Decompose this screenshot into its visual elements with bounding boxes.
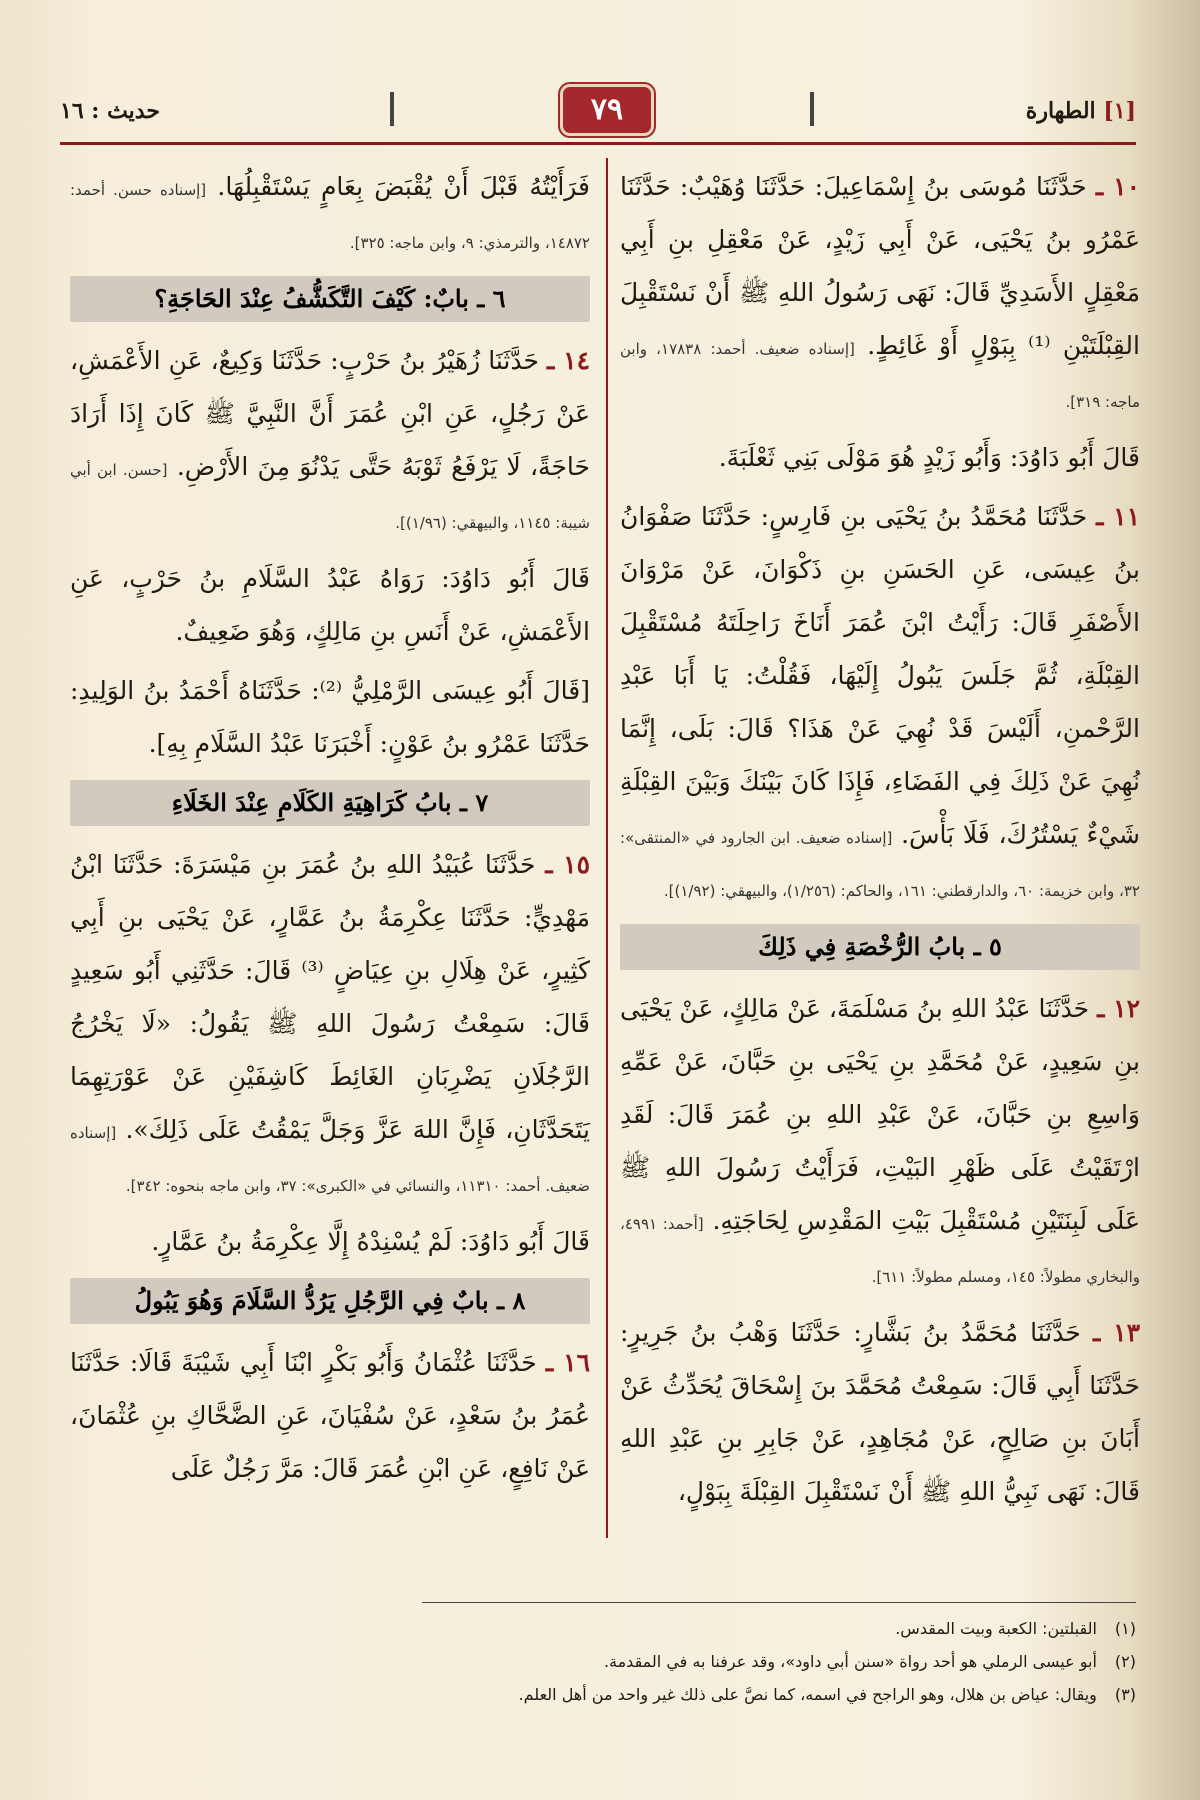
hadith-15 <box>70 838 590 1209</box>
hadith-number: ١٠ ـ <box>1095 172 1140 201</box>
footnote-item <box>376 1678 1136 1711</box>
hadith-text: حَدَّثَنَا عُثْمَانُ وَأَبُو بَكْرٍ ابْنَا أَبِي شَيْبَةَ قَالَا: حَدَّثَنَا عُمَرُ بنُ سَعْدٍ، عَنْ سُفْيَانَ، عَنِ الضَّحَّاكِ بنِ عُثْمَانَ، عَنْ نَافِعٍ، عَنِ ابْنِ عُمَرَ قَالَ: مَرَّ رَجُلٌ عَلَى <box>70 1348 590 1483</box>
hadith-12 <box>620 982 1140 1300</box>
footnote-number: (٣) <box>1114 1685 1136 1704</box>
hadith-reference: [أحمد: ٤٩٩١، والبخاري مطولاً: ١٤٥، ومسلم مطولاً: ٦١١]. <box>620 1215 1140 1286</box>
hadith-text: حَدَّثَنَا عَبْدُ اللهِ بنُ مَسْلَمَةَ، عَنْ مَالِكٍ، عَنْ يَحْيَى بنِ سَعِيدٍ، عَنْ مُحَمَّدِ بنِ يَحْيَى بنِ حَبَّانَ، عَنْ عَمِّهِ وَاسِعِ بنِ حَبَّانَ، عَنْ عَبْدِ اللهِ بنِ عُمَرَ قَالَ: لَقَدِ ارْتَقَيْتُ عَلَى ظَهْرِ البَيْتِ، فَرَأَيْتُ رَسُولَ اللهِ ﷺ عَلَى لَبِنَتَيْنِ مُسْتَقْبِلَ بَيْتِ المَقْدِسِ لِحَاجَتِهِ. <box>620 994 1140 1235</box>
abu-dawud-note: قَالَ أَبُو دَاوُدَ: رَوَاهُ عَبْدُ السَّلَامِ بنُ حَرْبٍ، عَنِ الأَعْمَشِ، عَنْ أَنَسِ بنِ مَالِكٍ، وَهُوَ ضَعِيفٌ. <box>70 564 590 646</box>
footnote-item <box>376 1645 1136 1678</box>
hadith-reference: [إسناده ضعيف. أحمد: ١١٣١٠، والنسائي في «الكبرى»: ٣٧، وابن ماجه بنحوه: ٣٤٢]. <box>70 1124 590 1195</box>
chapter-heading-bab-7: ٧ ـ بابُ كَرَاهِيَةِ الكَلَامِ عِنْدَ الخَلَاءِ <box>70 780 590 826</box>
footnote-text: القبلتين: الكعبة وبيت المقدس. <box>895 1619 1097 1638</box>
hadith-range-label: حديث : ١٦ <box>60 98 160 124</box>
footnote-number: (١) <box>1114 1619 1136 1638</box>
chapter-number: [١] <box>1103 98 1136 124</box>
hadith-number: ١٣ ـ <box>1092 1318 1141 1347</box>
header-divider-left <box>390 92 394 126</box>
hadith-11 <box>620 490 1140 914</box>
footnote-number: (٢) <box>1114 1652 1136 1671</box>
hadith-number: ١٢ ـ <box>1097 994 1140 1023</box>
hadith-text: حَدَّثَنَا مُحَمَّدُ بنُ بَشَّارٍ: حَدَّثَنَا وَهْبُ بنُ جَرِيرٍ: حَدَّثَنَا أَبِي قَالَ: سَمِعْتُ مُحَمَّدَ بنَ إِسْحَاقَ يُحَدِّثُ عَنْ أَبَانَ بنِ صَالِحٍ، عَنْ مُجَاهِدٍ، عَنْ جَابِرِ بنِ عَبْدِ اللهِ قَالَ: نَهَى نَبِيُّ اللهِ ﷺ أَنْ نَسْتَقْبِلَ القِبْلَةَ بِبَوْلٍ، <box>620 1318 1140 1506</box>
hadith-text: حَدَّثَنَا مُحَمَّدُ بنُ يَحْيَى بنِ فَارِسٍ: حَدَّثَنَا صَفْوَانُ بنُ عِيسَى، عَنِ الحَسَنِ بنِ ذَكْوَانَ، عَنْ مَرْوَانَ الأَصْفَرِ قَالَ: رَأَيْتُ ابْنَ عُمَرَ أَنَاخَ رَاحِلَتَهُ مُسْتَقْبِلَ القِبْلَةِ، ثُمَّ جَلَسَ يَبُولُ إِلَيْهَا، فَقُلْتُ: يَا أَبَا عَبْدِ الرَّحْمنِ، أَلَيْسَ قَدْ نُهِيَ عَنْ هَذَا؟ قَالَ: بَلَى، إِنَّمَا نُهِيَ عَنْ ذَلِكَ فِي الفَضَاءِ، فَإِذَا كَانَ بَيْنَكَ وَبَيْنَ القِبْلَةِ شَيْءٌ يَسْتُرُكَ، فَلَا بَأْسَ. <box>620 502 1140 849</box>
header-rule <box>60 142 1136 145</box>
hadith-reference: [إسناده ضعيف. ابن الجارود في «المنتقى»: ٣٢، وابن خزيمة: ٦٠، والدارقطني: ١٦١، والحاكم: (١/٢٥٦)، والبيهقي: (١/٩٢)]. <box>620 829 1140 900</box>
hadith-reference: [إسناده ضعيف. أحمد: ١٧٨٣٨، وابن ماجه: ٣١٩]. <box>620 340 1140 411</box>
right-column <box>620 160 1140 1524</box>
footnote-rule <box>422 1602 1136 1603</box>
hadith-text: حَدَّثَنَا زُهَيْرُ بنُ حَرْبٍ: حَدَّثَنَا وَكِيعٌ، عَنِ الأَعْمَشِ، عَنْ رَجُلٍ، عَنِ ابْنِ عُمَرَ أَنَّ النَّبِيَّ ﷺ كَانَ إِذَا أَرَادَ حَاجَةً، لَا يَرْفَعُ ثَوْبَهُ حَتَّى يَدْنُوَ مِنَ الأَرْضِ. <box>70 346 590 481</box>
footnote-item <box>376 1612 1136 1645</box>
abu-dawud-note: قَالَ أَبُو دَاوُدَ: وَأَبُو زَيْدٍ هُوَ مَوْلَى بَنِي ثَعْلَبَةَ. <box>718 443 1140 472</box>
chapter-title: الطهارة <box>1025 98 1096 124</box>
hadith-number: ١٤ ـ <box>547 346 590 375</box>
abu-dawud-note: قَالَ أَبُو دَاوُدَ: لَمْ يُسْنِدْهُ إِلَّا عِكْرِمَةُ بنُ عَمَّارٍ. <box>151 1227 590 1256</box>
ramli-note: [قَالَ أَبُو عِيسَى الرَّمْلِيُّ ⁽²⁾: حَدَّثَنَاهُ أَحْمَدُ بنُ الوَلِيدِ: حَدَّثَنَا عَمْرُو بنُ عَوْنٍ: أَخْبَرَنَا عَبْدُ السَّلَامِ بِهِ]. <box>70 676 590 758</box>
footnote-text: ويقال: عياض بن هلال، وهو الراجح في اسمه، كما نصَّ على ذلك غير واحد من أهل العلم. <box>518 1685 1097 1704</box>
hadith-number: ١١ ـ <box>1096 502 1140 531</box>
hadith-13-continuation <box>70 160 590 266</box>
hadith-reference: [حسن. ابن أبي شيبة: ١١٤٥، والبيهقي: (١/٩٦)]. <box>70 461 590 532</box>
chapter-heading-bab-8: ٨ ـ بابٌ فِي الرَّجُلِ يَرُدُّ السَّلَامَ وَهُوَ يَبُولُ <box>70 1278 590 1324</box>
column-separator <box>606 158 608 1538</box>
hadith-text: حَدَّثَنَا عُبَيْدُ اللهِ بنُ عُمَرَ بنِ مَيْسَرَةَ: حَدَّثَنَا ابْنُ مَهْدِيٍّ: حَدَّثَنَا عِكْرِمَةُ بنُ عَمَّارٍ، عَنْ يَحْيَى بنِ أَبِي كَثِيرٍ، عَنْ هِلَالِ بنِ عِيَاضٍ ⁽³⁾ قَالَ: حَدَّثَنِي أَبُو سَعِيدٍ قَالَ: سَمِعْتُ رَسُولَ اللهِ ﷺ يَقُولُ: «لَا يَخْرُجُ الرَّجُلَانِ يَضْرِبَانِ الغَائِطَ كَاشِفَيْنِ عَنْ عَوْرَتِهِمَا يَتَحَدَّثَانِ، فَإِنَّ اللهَ عَزَّ وَجَلَّ يَمْقُتُ عَلَى ذَلِكَ». <box>70 850 590 1144</box>
hadith-text: فَرَأَيْتُهُ قَبْلَ أَنْ يُقْبَضَ بِعَامٍ يَسْتَقْبِلُهَا. <box>217 172 591 201</box>
hadith-10 <box>620 160 1140 425</box>
header-divider-right <box>810 92 814 126</box>
hadith-14 <box>70 334 590 546</box>
hadith-number: ١٦ ـ <box>545 1348 590 1377</box>
hadith-13 <box>620 1306 1140 1518</box>
page-header <box>60 92 1136 142</box>
left-column <box>70 160 590 1501</box>
hadith-number: ١٥ ـ <box>545 850 590 879</box>
footnotes <box>376 1612 1136 1711</box>
page-number-badge: ٧٩ <box>560 84 654 136</box>
chapter-heading-bab-5: ٥ ـ بابُ الرُّخْصَةِ فِي ذَلِكَ <box>620 924 1140 970</box>
hadith-reference: [إسناده حسن. أحمد: ١٤٨٧٢، والترمذي: ٩، وابن ماجه: ٣٢٥]. <box>70 181 590 252</box>
chapter-heading <box>1026 98 1136 124</box>
chapter-heading-bab-6: ٦ ـ بابٌ: كَيْفَ التَّكَشُّفُ عِنْدَ الحَاجَةِ؟ <box>70 276 590 322</box>
hadith-text: حَدَّثَنَا مُوسَى بنُ إِسْمَاعِيلَ: حَدَّثَنَا وُهَيْبٌ: حَدَّثَنَا عَمْرُو بنُ يَحْيَى، عَنْ أَبِي زَيْدٍ، عَنْ مَعْقِلِ بنِ أَبِي مَعْقِلٍ الأَسَدِيِّ قَالَ: نَهَى رَسُولُ اللهِ ﷺ أَنْ نَسْتَقْبِلَ القِبْلَتَيْنِ ⁽¹⁾ بِبَوْلٍ أَوْ غَائِطٍ. <box>620 172 1140 360</box>
hadith-16 <box>70 1336 590 1495</box>
footnote-text: أبو عيسى الرملي هو أحد رواة «سنن أبي داود»، وقد عرفنا به في المقدمة. <box>603 1652 1097 1671</box>
